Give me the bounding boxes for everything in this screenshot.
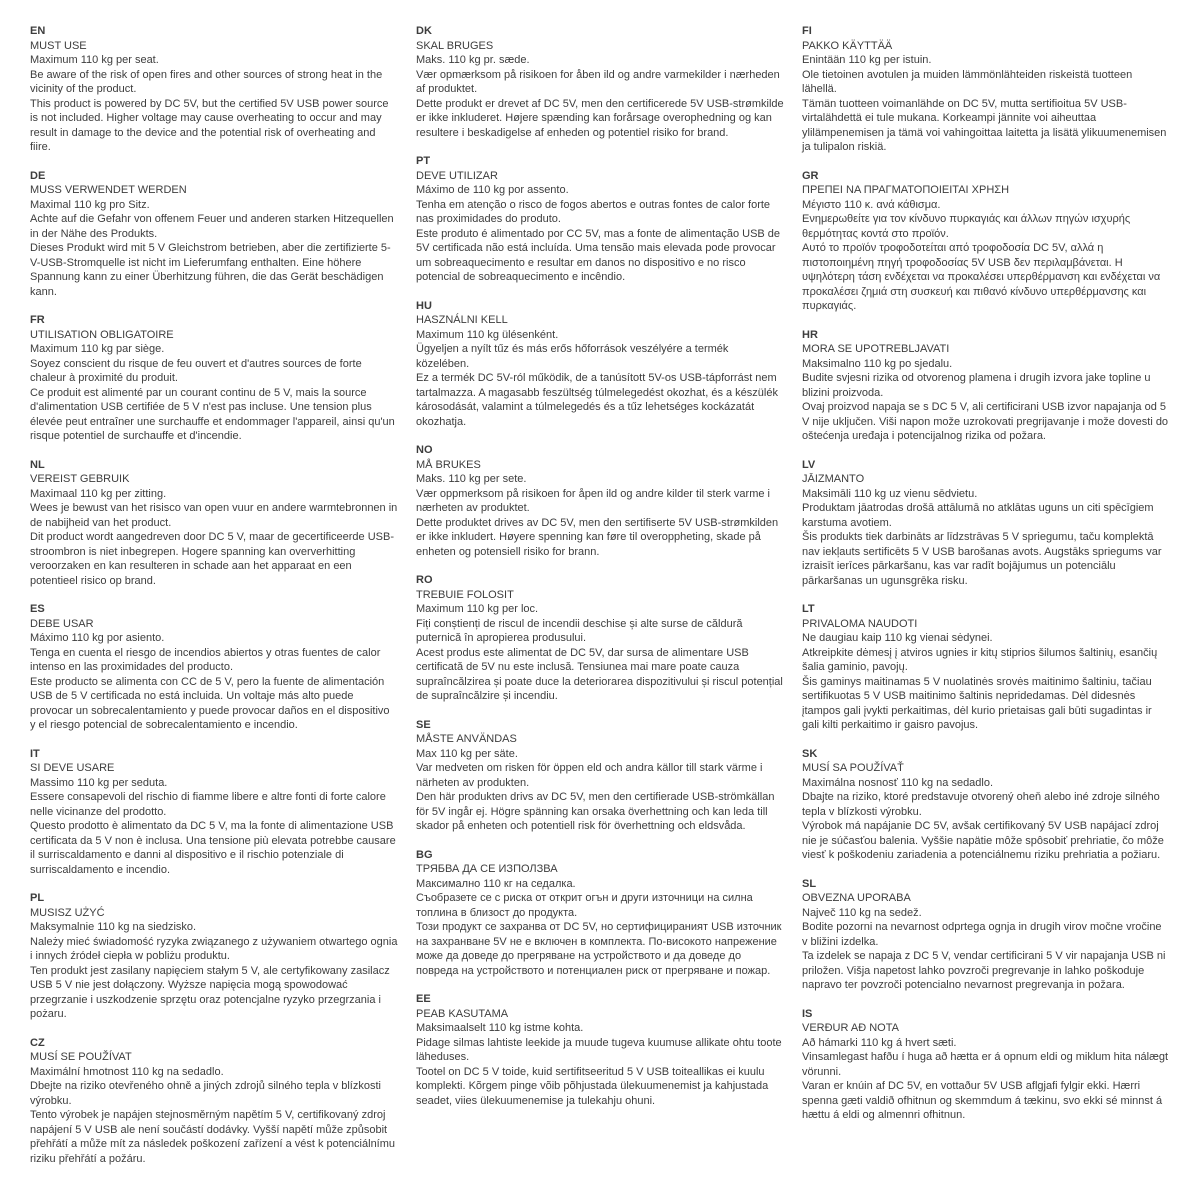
language-section-pt — [416, 154, 784, 285]
section-paragraph: Máximo de 110 kg por assento. — [416, 184, 569, 196]
language-code: BG — [416, 848, 433, 861]
section-paragraph: Tenha em atenção o risco de fogos abertos e outras fontes de calor forte nas proximidades do produto. — [416, 198, 771, 225]
section-paragraph: Ez a termék DC 5V-ról működik, de a tanúsított 5V-os USB-tápforrást nem tartalmazza. A magasabb feszültség túlmelegedést okozhat, és a készülék károsodását, valamint a túlmelegedés és a tűz lehetséges kockázatát okozhatja. — [416, 372, 778, 428]
language-code: DK — [416, 25, 432, 37]
section-title: MUSÍ SE POUŽÍVAT — [30, 1051, 132, 1063]
section-paragraph: Acest produs este alimentat de DC 5V, dar sursa de alimentare USB certificată de 5V nu este inclusă. Tensiunea mai mare poate cauza supraîncălzirea și poate duce la deteriorarea dispozitivului și riscul potențial de supraîncălzire și incendiu. — [416, 646, 783, 702]
section-title: HASZNÁLNI KELL — [416, 314, 508, 326]
language-code: EE — [416, 993, 431, 1005]
language-section-hr — [802, 328, 1170, 444]
language-section-bg — [416, 848, 784, 979]
section-paragraph: Dette produkt er drevet af DC 5V, men den certificerede 5V USB-strømkilde er ikke inkluderet. Højere spænding kan forårsage overophedning og kan resultere i beskadigelse af enheden og potentiel risiko for brand. — [416, 97, 784, 139]
section-paragraph: Vær opmærksom på risikoen for åben ild og andre varmekilder i nærheden af produktet. — [416, 68, 780, 95]
language-section-sl — [802, 877, 1170, 993]
section-paragraph: Fiți conștienți de riscul de incendii deschise și alte surse de căldură puternică în apropierea produsului. — [416, 617, 743, 644]
language-code: SE — [416, 718, 431, 731]
section-paragraph: Questo prodotto è alimentato da DC 5 V, ma la fonte di alimentazione USB certificata da 5 V non è inclusa. Una tensione più elevata potrebbe causare il surriscaldamento e danni al dispositivo e il rischio potenziale di surriscaldamento e incendio. — [30, 820, 396, 876]
section-title: ΠΡΕΠΕΙ ΝΑ ΠΡΑΓΜΑΤΟΠΟΙΕΙΤΑΙ ΧΡΗΣΗ — [802, 184, 1010, 196]
language-code: NL — [30, 458, 45, 471]
section-paragraph: Należy mieć świadomość ryzyka związanego z używaniem otwartego ognia i innych źródeł ciepła w pobliżu produktu. — [30, 935, 398, 962]
section-paragraph: Bodite pozorni na nevarnost odprtega ognja in drugih virov močne vročine v bližini izdelka. — [802, 921, 1162, 948]
language-code: IT — [30, 747, 40, 760]
section-paragraph: Produktam jāatrodas drošā attālumā no atklātas uguns un citi spēcīgiem karstuma avotiem. — [802, 502, 1154, 529]
section-paragraph: Maks. 110 kg pr. sæde. — [416, 54, 530, 66]
language-code: FI — [802, 25, 812, 37]
section-title: PRIVALOMA NAUDOTI — [802, 617, 918, 630]
section-paragraph: Enintään 110 kg per istuin. — [802, 54, 932, 66]
language-section-it — [30, 747, 398, 878]
section-paragraph: Pidage silmas lahtiste leekide ja muude tugeva kuumuse allikate ohtu toote läheduses. — [416, 1036, 782, 1063]
section-paragraph: Budite svjesni rizika od otvorenog plamena i drugih izvora jake topline u blizini proizvoda. — [802, 372, 1151, 399]
section-paragraph: Maksimaalselt 110 kg istme kohta. — [416, 1022, 584, 1034]
section-paragraph: Ole tietoinen avotulen ja muiden lämmönlähteiden riskeistä tuotteen lähellä. — [802, 68, 1133, 95]
section-paragraph: Ovaj proizvod napaja se s DC 5 V, ali certificirani USB izvor napajanja od 5 V nije uključen. Viši napon može uzrokovati pregrijavanje i može dovesti do oštećenja uređaja i potencijalnog rizika od požara. — [802, 401, 1169, 442]
section-title: SI DEVE USARE — [30, 762, 115, 774]
language-code: GR — [802, 169, 819, 182]
section-paragraph: Výrobok má napájanie DC 5V, avšak certifikovaný 5V USB napájací zdroj nie je súčasťou balenia. Vyššie napätie môže spôsobiť prehriatie, čo môže viesť k poškodeniu zariadenia a potenciálnemu riziku prehriatia a požiaru. — [802, 820, 1164, 861]
section-paragraph: Μέγιστο 110 κ. ανά κάθισμα. — [802, 198, 941, 211]
section-paragraph: Soyez conscient du risque de feu ouvert et d'autres sources de forte chaleur à proximité du produit. — [30, 357, 362, 384]
language-code: CZ — [30, 1036, 45, 1049]
column-left — [30, 24, 398, 1180]
section-title: VERÐUR AÐ NOTA — [802, 1022, 899, 1034]
section-paragraph: Максимално 110 кг на седалка. — [416, 877, 576, 890]
section-paragraph: Šis gaminys maitinamas 5 V nuolatinės srovės maitinimo šaltiniu, tačiau sertifikuotas 5 V USB maitinimo šaltinis nepridedamas. Dėl didesnės įtampos gali įvykti perkaitimas, dėl kurio prietaisas gali būti sugadintas ir gali kilti perkaitimo ir gaisro pavojus. — [802, 675, 1152, 731]
section-title: TREBUIE FOLOSIT — [416, 588, 514, 601]
section-paragraph: Este producto se alimenta con CC de 5 V, pero la fuente de alimentación USB de 5 V certificada no está incluida. Un voltaje más alto puede provocar un sobrecalentamiento y puede provocar daños en el dispositivo y el riesgo potencial de sobrecalentamiento e incendio. — [30, 675, 390, 731]
section-paragraph: Този продукт се захранва от DC 5V, но сертифицираният USB източник на захранване 5V не е включен в комплекта. По-високото напрежение може да доведе до прегряване на устройството и да доведе до повреда на устройството и потенциален риск от прегряване и пожар. — [416, 921, 782, 977]
language-section-lt — [802, 602, 1170, 733]
section-paragraph: Maks. 110 kg per sete. — [416, 473, 527, 485]
language-section-sk — [802, 747, 1170, 863]
section-paragraph: Tenga en cuenta el riesgo de incendios abiertos y otras fuentes de calor intenso en las proximidades del producto. — [30, 646, 381, 673]
section-paragraph: Dbejte na riziko otevřeného ohně a jiných zdrojů silného tepla v blízkosti výrobku. — [30, 1080, 381, 1107]
section-paragraph: Vær oppmerksom på risikoen for åpen ild og andre kilder til sterk varme i nærheten av produktet. — [416, 487, 770, 514]
section-paragraph: Be aware of the risk of open fires and other sources of strong heat in the vicinity of the product. — [30, 68, 383, 95]
section-paragraph: Maksimalno 110 kg po sjedalu. — [802, 357, 953, 370]
section-paragraph: Maximum 110 kg per loc. — [416, 603, 539, 615]
section-paragraph: Maximum 110 kg per seat. — [30, 54, 159, 66]
section-paragraph: Maximálna nosnosť 110 kg na sedadlo. — [802, 776, 994, 789]
section-paragraph: Dbajte na riziko, ktoré predstavuje otvorený oheň alebo iné zdroje silného tepla v blízkosti výrobku. — [802, 791, 1160, 818]
language-section-ee — [416, 992, 784, 1108]
column-middle — [416, 24, 784, 1122]
language-code: IS — [802, 1007, 813, 1020]
section-title: ТРЯБВА ДА СЕ ИЗПОЛЗВА — [416, 863, 558, 875]
section-paragraph: Ne daugiau kaip 110 kg vienai sėdynei. — [802, 632, 993, 644]
section-title: MUSÍ SA POUŽÍVAŤ — [802, 762, 904, 774]
language-section-hu — [416, 299, 784, 430]
language-section-cz — [30, 1036, 398, 1167]
section-paragraph: Maximum 110 kg par siège. — [30, 343, 165, 355]
section-title: MORA SE UPOTREBLJAVATI — [802, 343, 950, 355]
section-paragraph: Este produto é alimentado por CC 5V, mas a fonte de alimentação USB de 5V certificada não está incluída. Uma tensão mais elevada pode provocar um sobreaquecimento e resultar em danos no dispositivo e no risco potencial de sobreaquecimento e incêndio. — [416, 227, 781, 283]
language-section-fr — [30, 313, 398, 444]
language-code: PL — [30, 892, 45, 904]
column-right — [802, 24, 1170, 1137]
language-code: RO — [416, 574, 433, 586]
language-code: EN — [30, 25, 46, 37]
section-paragraph: Atkreipkite dėmesį į atviros ugnies ir kitų stiprios šilumos šaltinių, esančių šalia gaminio, pavojų. — [802, 646, 1158, 673]
language-code: ES — [30, 603, 45, 615]
section-paragraph: Maksymalnie 110 kg na siedzisko. — [30, 921, 197, 933]
section-title: OBVEZNA UPORABA — [802, 892, 911, 904]
section-title: PAKKO KÄYTTÄÄ — [802, 39, 893, 52]
section-paragraph: Max 110 kg per säte. — [416, 747, 518, 760]
section-title: VEREIST GEBRUIK — [30, 473, 130, 485]
section-title: MUST USE — [30, 39, 87, 52]
section-paragraph: Massimo 110 kg per seduta. — [30, 776, 168, 789]
language-code: SL — [802, 877, 817, 890]
language-section-lv — [802, 458, 1170, 589]
section-title: MÅ BRUKES — [416, 458, 481, 471]
section-paragraph: Dette produktet drives av DC 5V, men den sertifiserte 5V USB-strømkilden er ikke inkludert. Høyere spenning kan føre til overoppheting, skade på enheten og potensiell risiko for brann. — [416, 516, 779, 558]
section-paragraph: Ten produkt jest zasilany napięciem stałym 5 V, ale certyfikowany zasilacz USB 5 V nie jest dołączony. Wyższe napięcia mogą spowodować przegrzanie i uszkodzenie sprzętu oraz potencjalne ryzyko przegrzania i pożaru. — [30, 964, 390, 1020]
language-section-no — [416, 443, 784, 559]
section-paragraph: Dieses Produkt wird mit 5 V Gleichstrom betrieben, aber die zertifizierte 5-V-USB-Stromquelle ist nicht im Lieferumfang enthalten. Eine höhere Spannung kann zu einer Überhitzung führen, die das Gerät beschädigen kann. — [30, 242, 391, 298]
section-title: PEAB KASUTAMA — [416, 1007, 509, 1020]
section-paragraph: Máximo 110 kg por asiento. — [30, 632, 165, 644]
language-section-gr — [802, 169, 1170, 314]
section-title: MUSS VERWENDET WERDEN — [30, 184, 187, 196]
section-paragraph: Den här produkten drivs av DC 5V, men den certifierade USB-strömkällan för 5V ingår ej. Högre spänning kan orsaka överhettning och kan leda till skador på enheten och potentiell risk för överhettning och eldsvåda. — [416, 791, 775, 832]
language-code: PT — [416, 155, 431, 167]
section-paragraph: Dit product wordt aangedreven door DC 5 V, maar de gecertificeerde USB-stroombron is niet inbegrepen. Hogere spanning kan oververhitting veroorzaken en kan resulteren in schade aan het apparaat en een potentieel risico op brand. — [30, 531, 395, 587]
section-title: DEVE UTILIZAR — [416, 169, 498, 182]
section-paragraph: Ta izdelek se napaja z DC 5 V, vendar certificirani 5 V vir napajanja USB ni priložen. Višja napetost lahko povzroči pregrevanje in lahko poškoduje napravo ter povzroči potencialno nevarnost pregrevanja in požara. — [802, 950, 1166, 991]
language-section-dk — [416, 24, 784, 140]
section-title: UTILISATION OBLIGATOIRE — [30, 328, 174, 341]
language-section-es — [30, 602, 398, 733]
language-section-en — [30, 24, 398, 155]
section-paragraph: Maximal 110 kg pro Sitz. — [30, 198, 150, 211]
section-paragraph: Ce produit est alimenté par un courant continu de 5 V, mais la source d'alimentation USB certifiée de 5 V n'est pas incluse. Une tension plus élevée peut entraîner une surchauffe et endommager l'appareil, ainsi qu'un risque potentiel de surchauffe et d'incendie. — [30, 386, 395, 442]
section-paragraph: Var medveten om risken för öppen eld och andra källor till stark värme i närheten av produkten. — [416, 762, 763, 789]
section-paragraph: Ügyeljen a nyílt tűz és más erős hőforrások veszélyére a termék közelében. — [416, 343, 729, 370]
section-paragraph: Vinsamlegast hafðu í huga að hætta er á opnum eldi og miklum hita nálægt vörunni. — [802, 1051, 1169, 1078]
section-paragraph: Achte auf die Gefahr von offenem Feuer und anderen starken Hitzequellen in der Nähe des Produkts. — [30, 213, 394, 240]
section-paragraph: Šis produkts tiek darbināts ar līdzstrāvas 5 V spriegumu, taču komplektā nav iekļauts sertificēts 5 V USB barošanas avots. Augstāks spriegums var izraisīt ierīces pārkaršanu, kas var radīt bojājumus un potenciālu pārkaršanas un ugunsgrēka risku. — [802, 531, 1162, 587]
language-section-se — [416, 718, 784, 834]
section-paragraph: Að hámarki 110 kg á hvert sæti. — [802, 1036, 957, 1049]
language-code: LT — [802, 603, 815, 615]
section-paragraph: Maksimāli 110 kg uz vienu sēdvietu. — [802, 487, 978, 500]
section-paragraph: Maximaal 110 kg per zitting. — [30, 487, 167, 500]
section-paragraph: Wees je bewust van het risisco van open vuur en andere warmtebronnen in de nabijheid van het product. — [30, 502, 398, 529]
language-code: NO — [416, 444, 433, 456]
section-paragraph: Maximum 110 kg ülésenként. — [416, 328, 559, 341]
language-section-nl — [30, 458, 398, 589]
language-section-ro — [416, 573, 784, 704]
section-paragraph: Varan er knúin af DC 5V, en vottaður 5V USB aflgjafi fylgir ekki. Hærri spenna gæti valdið ofhitnun og skemmdum á tækinu, svo ekki sé minnst á hættu á eldi og almennri ofhitnun. — [802, 1080, 1163, 1121]
section-paragraph: Essere consapevoli del rischio di fiamme libere e altre fonti di forte calore nelle vicinanze del prodotto. — [30, 791, 386, 818]
language-code: DE — [30, 169, 46, 182]
section-paragraph: Maximální hmotnost 110 kg na sedadlo. — [30, 1065, 224, 1078]
section-paragraph: Tento výrobek je napájen stejnosměrným napětím 5 V, certifikovaný zdroj napájení 5 V USB ale není součástí dodávky. Vyšší napětí může způsobit přehřátí a může mít za následek poškození zařízení a vést k potenciálnímu riziku přehřátí a požáru. — [30, 1109, 396, 1165]
language-code: SK — [802, 747, 818, 760]
section-title: SKAL BRUGES — [416, 39, 494, 52]
language-code: FR — [30, 314, 45, 326]
section-title: MUSISZ UŻYĆ — [30, 906, 105, 919]
language-code: HU — [416, 299, 432, 312]
section-paragraph: Ενημερωθείτε για τον κίνδυνο πυρκαγιάς και άλλων πηγών ισχυρής θερμότητας κοντά στο προϊόν. — [802, 213, 1131, 240]
section-title: MÅSTE ANVÄNDAS — [416, 733, 517, 745]
language-section-pl — [30, 891, 398, 1022]
section-paragraph: Αυτό το προϊόν τροφοδοτείται από τροφοδοσία DC 5V, αλλά η πιστοποιημένη πηγή τροφοδοσίας 5V USB δεν περιλαμβάνεται. Η υψηλότερη τάση ενδέχεται να προκαλέσει υπερθέρμανση και ενδέχεται να προκαλέσει ζημιά στη συσκευή και πιθανό κίνδυνο υπερθέρμανσης και πυρκαγιάς. — [802, 242, 1161, 312]
language-section-de — [30, 169, 398, 300]
language-code: HR — [802, 328, 818, 341]
section-paragraph: This product is powered by DC 5V, but the certified 5V USB power source is not included. Higher voltage may cause overheating to occur and may result in damage to the device and the potential risk of overheating and fiire. — [30, 97, 389, 153]
section-title: DEBE USAR — [30, 617, 94, 630]
language-section-is — [802, 1007, 1170, 1123]
section-paragraph: Največ 110 kg na sedež. — [802, 906, 922, 919]
section-paragraph: Съобразете се с риска от открит огън и други източници на силна топлина в близост до продукта. — [416, 892, 753, 919]
section-paragraph: Tootel on DC 5 V toide, kuid sertifitseeritud 5 V USB toiteallikas ei kuulu komplekti. Kõrgem pinge võib põhjustada ülekuumenemist ja kahjustada seadet, viies ülekuumenemise ja tulekahju ohuni. — [416, 1065, 769, 1107]
language-section-fi — [802, 24, 1170, 155]
section-paragraph: Tämän tuotteen voimanlähde on DC 5V, mutta sertifioitua 5V USB-virtalähdettä ei tule mukana. Korkeampi jännite voi aiheuttaa ylilämpenemisen ja tämä voi vahingoittaa laitetta ja lisätä ylikuumenemisen ja tulipalon riskiä. — [802, 97, 1167, 153]
section-title: JĀIZMANTO — [802, 473, 865, 485]
language-code: LV — [802, 458, 816, 471]
